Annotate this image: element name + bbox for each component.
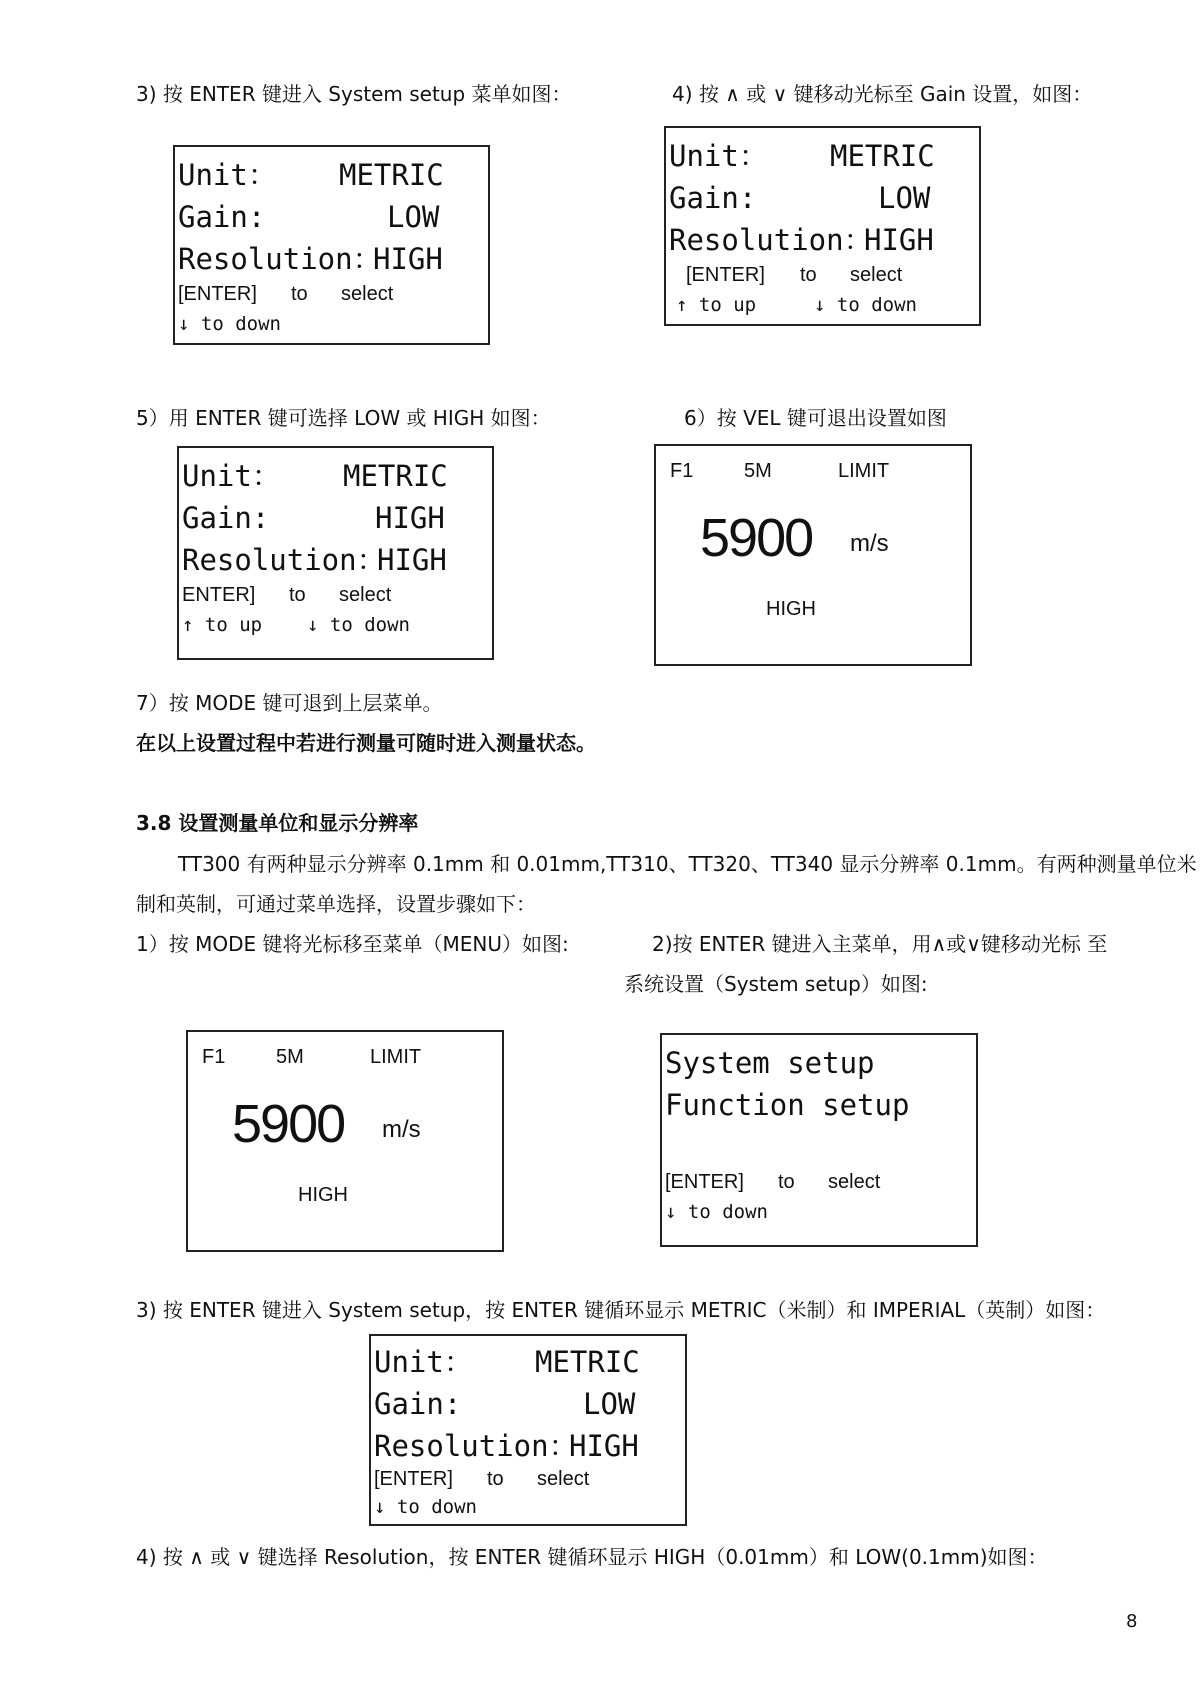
lcd-unit-label: Unit： bbox=[669, 139, 768, 173]
measurement-note: 在以上设置过程中若进行测量可随时进入测量状态。 bbox=[136, 731, 596, 755]
lcd-velocity-value: 5900 bbox=[232, 1094, 345, 1154]
lcd-limit: LIMIT bbox=[838, 460, 890, 482]
lcd-resolution-label: Resolution： bbox=[178, 242, 382, 276]
lcd-gain-value: LOW bbox=[387, 200, 440, 234]
lcd-screen-measurement-menu bbox=[186, 1030, 504, 1252]
lcd-select: select bbox=[339, 584, 392, 606]
lcd-resolution-value: HIGH bbox=[373, 242, 443, 276]
lcd-resolution-value: HIGH bbox=[569, 1429, 639, 1463]
lcd-unit-value: METRIC bbox=[339, 158, 444, 192]
lcd-enter-hint: [ENTER] bbox=[686, 264, 765, 286]
lcd-resolution-value: HIGH bbox=[377, 543, 447, 577]
section-para-line-2: 制和英制，可通过菜单选择，设置步骤如下： bbox=[136, 892, 536, 916]
lcd-mode-f1: F1 bbox=[202, 1046, 226, 1068]
lcd-unit-value: METRIC bbox=[343, 459, 448, 493]
lcd-unit-label: Unit： bbox=[178, 158, 277, 192]
lcd-down-hint: ↓ to down bbox=[374, 1496, 477, 1518]
lcd-to: to bbox=[800, 264, 817, 286]
lcd-gain-value: LOW bbox=[583, 1387, 636, 1421]
step-4b-caption: 4) 按 ∧ 或 ∨ 键选择 Resolution，按 ENTER 键循环显示 HIGH（0.01mm）和 LOW(0.1mm)如图： bbox=[136, 1545, 1048, 1569]
lcd-down-hint: ↓ to down bbox=[665, 1201, 768, 1221]
lcd-unit-value: METRIC bbox=[830, 139, 935, 173]
lcd-down-hint: ↓ to down bbox=[814, 294, 917, 316]
step-5-caption: 5）用 ENTER 键可选择 LOW 或 HIGH 如图： bbox=[136, 406, 551, 430]
step-1-caption: 1）按 MODE 键将光标移至菜单（MENU）如图: bbox=[136, 932, 569, 956]
lcd-resolution-label: Resolution： bbox=[182, 543, 386, 577]
lcd-unit-label: Unit： bbox=[182, 459, 281, 493]
page-number: 8 bbox=[1126, 1611, 1138, 1632]
lcd-to: to bbox=[291, 283, 308, 305]
lcd-menu-function-setup: Function setup bbox=[665, 1088, 910, 1122]
lcd-down-hint: ↓ to down bbox=[307, 614, 410, 636]
lcd-down-hint: ↓ to down bbox=[178, 313, 281, 335]
step-7-caption: 7）按 MODE 键可退到上层菜单。 bbox=[136, 691, 443, 715]
lcd-screen-gain-cursor bbox=[664, 126, 981, 326]
lcd-gain-value: LOW bbox=[878, 181, 931, 215]
lcd-gain-label: Gain: bbox=[182, 501, 270, 535]
lcd-to: to bbox=[289, 584, 306, 606]
step-3b-caption: 3) 按 ENTER 键进入 System setup，按 ENTER 键循环显示 METRIC（米制）和 IMPERIAL（英制）如图： bbox=[136, 1298, 1106, 1322]
lcd-menu-system-setup: System setup bbox=[665, 1046, 875, 1080]
step-2-caption-line-2: 系统设置（System setup）如图: bbox=[624, 972, 928, 996]
lcd-select: select bbox=[341, 283, 394, 305]
lcd-screen-main-menu bbox=[660, 1033, 978, 1247]
lcd-enter-hint: [ENTER] bbox=[178, 283, 257, 305]
lcd-gain-label: Gain: bbox=[669, 181, 757, 215]
lcd-probe: 5M bbox=[276, 1046, 304, 1068]
lcd-velocity-value: 5900 bbox=[700, 508, 813, 568]
lcd-screen-gain-high bbox=[177, 446, 494, 660]
lcd-resolution-label: Resolution： bbox=[669, 223, 873, 257]
lcd-gain-label: Gain: bbox=[178, 200, 266, 234]
lcd-gain-value: HIGH bbox=[375, 501, 445, 535]
lcd-to: to bbox=[778, 1171, 795, 1193]
lcd-unit-label: Unit： bbox=[374, 1345, 473, 1379]
lcd-select: select bbox=[537, 1468, 590, 1490]
lcd-select: select bbox=[828, 1171, 881, 1193]
lcd-velocity-unit: m/s bbox=[382, 1116, 421, 1143]
step-2-caption-line-1: 2)按 ENTER 键进入主菜单，用∧或∨键移动光标 至 bbox=[652, 932, 1108, 956]
lcd-to: to bbox=[487, 1468, 504, 1490]
lcd-screen-system-setup-low bbox=[173, 145, 490, 345]
lcd-screen-system-setup-metric bbox=[369, 1334, 687, 1526]
lcd-probe: 5M bbox=[744, 460, 772, 482]
section-3-8-title: 3.8 设置测量单位和显示分辨率 bbox=[136, 811, 419, 835]
lcd-select: select bbox=[850, 264, 903, 286]
lcd-resolution-value: HIGH bbox=[864, 223, 934, 257]
lcd-mode-f1: F1 bbox=[670, 460, 694, 482]
step-3-caption: 3) 按 ENTER 键进入 System setup 菜单如图： bbox=[136, 82, 572, 106]
lcd-enter-hint: [ENTER] bbox=[665, 1171, 744, 1193]
step-4-caption: 4) 按 ∧ 或 ∨ 键移动光标至 Gain 设置，如图： bbox=[672, 82, 1093, 106]
lcd-resolution-label: Resolution： bbox=[374, 1429, 578, 1463]
lcd-enter-hint: [ENTER] bbox=[374, 1468, 453, 1490]
lcd-screen-measurement bbox=[654, 444, 972, 666]
lcd-limit: LIMIT bbox=[370, 1046, 422, 1068]
lcd-gain-label: Gain: bbox=[374, 1387, 462, 1421]
lcd-up-hint: ↑ to up bbox=[676, 294, 757, 316]
lcd-up-hint: ↑ to up bbox=[182, 614, 263, 636]
section-para-line-1: TT300 有两种显示分辨率 0.1mm 和 0.01mm,TT310、TT320、TT340 显示分辨率 0.1mm。有两种测量单位米 bbox=[178, 852, 1197, 876]
step-6-caption: 6）按 VEL 键可退出设置如图 bbox=[684, 406, 947, 430]
lcd-velocity-unit: m/s bbox=[850, 530, 889, 557]
lcd-resolution-indicator: HIGH bbox=[766, 598, 816, 620]
lcd-enter-hint: ENTER] bbox=[182, 584, 256, 606]
lcd-unit-value: METRIC bbox=[535, 1345, 640, 1379]
lcd-resolution-indicator: HIGH bbox=[298, 1184, 348, 1206]
